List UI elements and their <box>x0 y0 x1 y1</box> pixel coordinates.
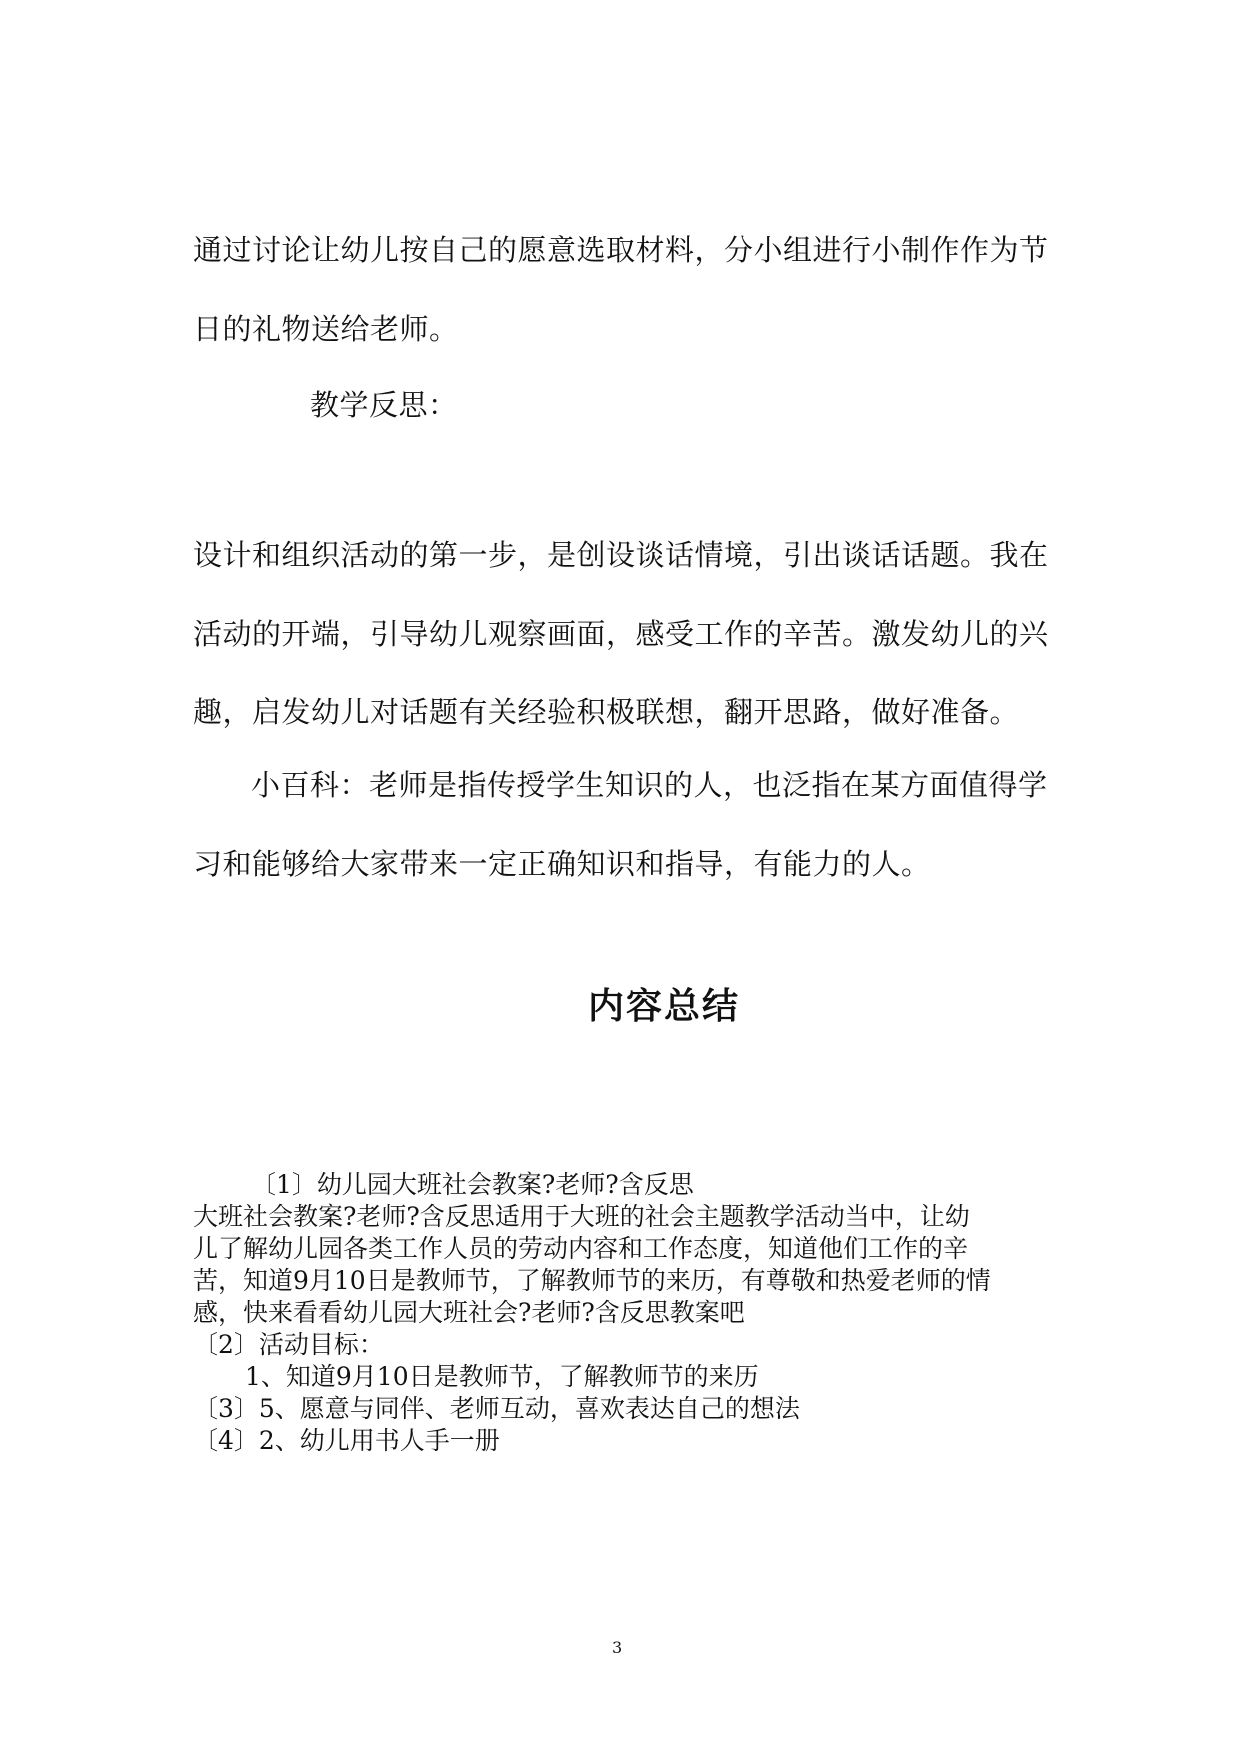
summary-line: 大班社会教案?老师?含反思适用于大班的社会主题教学活动当中，让幼 <box>193 1202 970 1231</box>
summary-line: 〔2〕活动目标： <box>193 1330 384 1359</box>
page-number: 3 <box>612 1638 623 1657</box>
section-heading-reflection: 教学反思： <box>310 388 458 422</box>
body-paragraph-line: 小百科：老师是指传授学生知识的人，也泛指在某方面值得学 <box>251 768 1048 802</box>
summary-title: 内容总结 <box>588 986 741 1027</box>
summary-line: 1、知道9月10日是教师节，了解教师节的来历 <box>245 1362 759 1391</box>
summary-line: 〔1〕幼儿园大班社会教案?老师?含反思 <box>251 1170 694 1199</box>
body-paragraph-line: 设计和组织活动的第一步，是创设谈话情境，引出谈话话题。我在 <box>193 538 1049 572</box>
summary-line: 感，快来看看幼儿园大班社会?老师?含反思教案吧 <box>193 1298 745 1327</box>
body-paragraph-line: 活动的开端，引导幼儿观察画面，感受工作的辛苦。激发幼儿的兴 <box>193 617 1049 651</box>
body-paragraph-line: 习和能够给大家带来一定正确知识和指导，有能力的人。 <box>193 847 931 881</box>
summary-line: 儿了解幼儿园各类工作人员的劳动内容和工作态度，知道他们工作的辛 <box>193 1234 969 1263</box>
body-paragraph-line: 趣，启发幼儿对话题有关经验积极联想，翻开思路，做好准备。 <box>193 695 1020 729</box>
summary-line: 〔4〕2、幼儿用书人手一册 <box>193 1426 500 1455</box>
summary-line: 〔3〕5、愿意与同伴、老师互动，喜欢表达自己的想法 <box>193 1394 800 1423</box>
body-paragraph-line: 通过讨论让幼儿按自己的愿意选取材料，分小组进行小制作作为节 <box>193 233 1049 267</box>
summary-line: 苦，知道9月10日是教师节，了解教师节的来历，有尊敬和热爱老师的情 <box>193 1266 991 1295</box>
body-paragraph-line: 日的礼物送给老师。 <box>193 312 459 346</box>
